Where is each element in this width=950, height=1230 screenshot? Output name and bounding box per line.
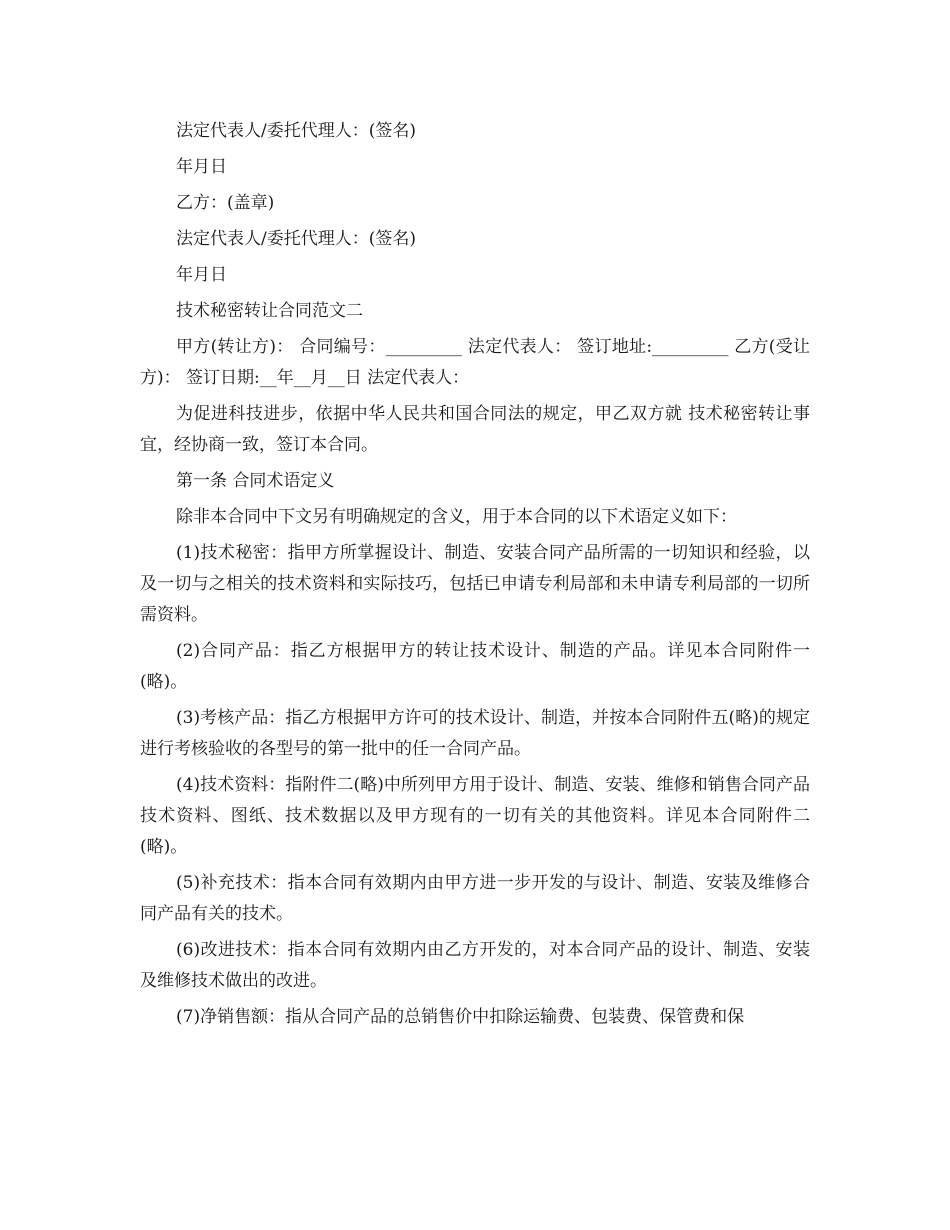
definitions-intro: 除非本合同中下文另有明确规定的含义，用于本合同的以下术语定义如下： xyxy=(176,507,737,527)
definition-item: (7)净销售额：指从合同产品的总销售价中扣除运输费、包装费、保管费和保 xyxy=(176,1007,745,1027)
date-line-party-b: 年月日 xyxy=(176,265,227,285)
document-body xyxy=(140,116,810,1038)
definition-item: (6)改进技术：指本合同有效期内由乙方开发的，对本合同产品的设计、制造、安装及维修技术做出的改进。 xyxy=(140,940,810,991)
definition-item: (4)技术资料：指附件二(略)中所列甲方用于设计、制造、安装、维修和销售合同产品技术资料、图纸、技术数据以及甲方现有的一切有关的其他资料。详见本合同附件二(略)。 xyxy=(140,775,810,857)
definition-item: (1)技术秘密：指甲方所掌握设计、制造、安装合同产品所需的一切知识和经验，以及一切与之相关的技术资料和实际技巧，包括已申请专利局部和未申请专利局部的一切所需资料。 xyxy=(140,543,810,625)
definition-item: (2)合同产品：指乙方根据甲方的转让技术设计、制造的产品。详见本合同附件一(略)。 xyxy=(140,641,810,692)
parties-info: 甲方(转让方)： 合同编号：_________ 法定代表人： 签订地址:_________ 乙方(受让方)： 签订日期:__年__月__日 法定代表人： xyxy=(140,337,810,388)
section-title: 技术秘密转让合同范文二 xyxy=(176,301,363,321)
article-heading: 第一条 合同术语定义 xyxy=(176,471,335,491)
signature-line-party-a: 法定代表人/委托代理人：(签名) xyxy=(176,121,416,141)
preamble: 为促进科技进步，依据中华人民共和国合同法的规定，甲乙双方就 技术秘密转让事宜，经协商一致，签订本合同。 xyxy=(140,404,810,455)
definition-item: (3)考核产品：指乙方根据甲方许可的技术设计、制造，并按本合同附件五(略)的规定进行考核验收的各型号的第一批中的任一合同产品。 xyxy=(140,708,810,759)
definition-item: (5)补充技术：指本合同有效期内由甲方进一步开发的与设计、制造、安装及维修合同产品有关的技术。 xyxy=(140,873,810,924)
date-line-party-a: 年月日 xyxy=(176,157,227,177)
party-b-seal-line: 乙方：(盖章) xyxy=(176,193,275,213)
signature-line-party-b: 法定代表人/委托代理人：(签名) xyxy=(176,229,416,249)
